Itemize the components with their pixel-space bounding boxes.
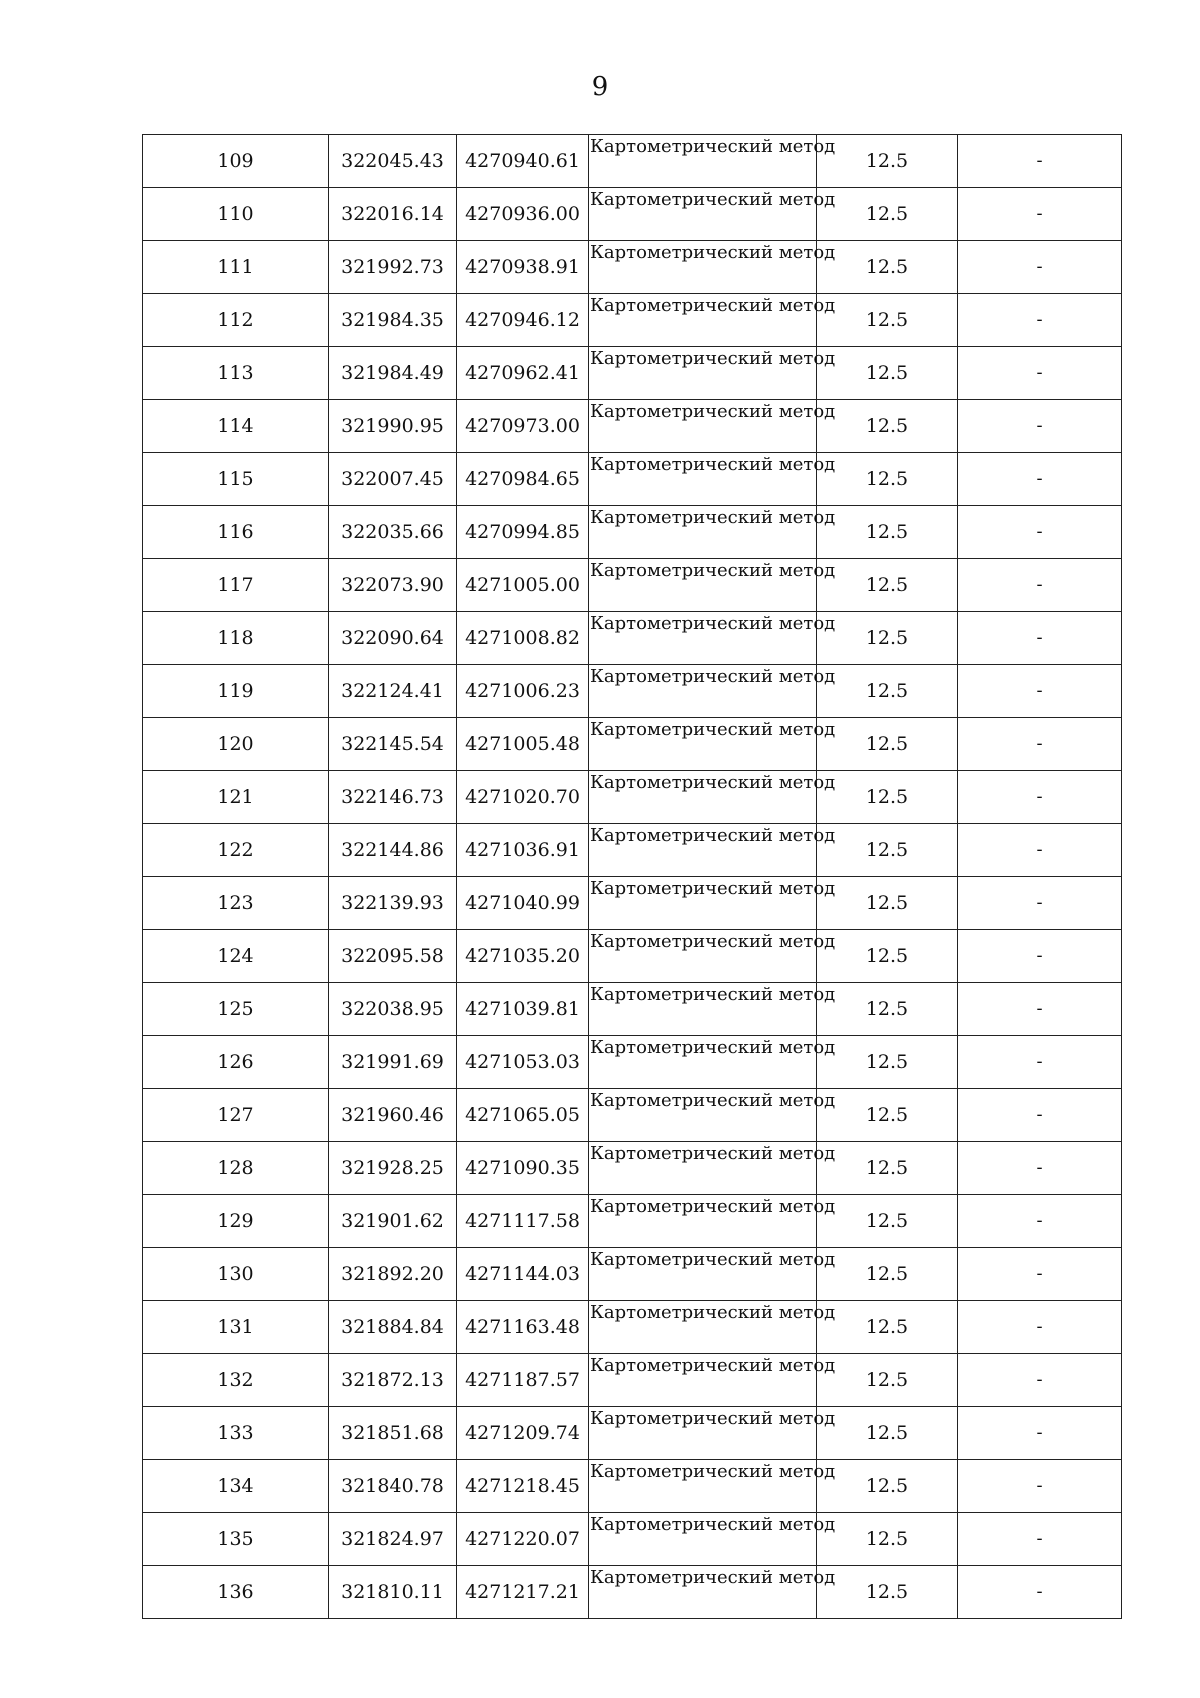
x-coordinate-cell: 322095.58 bbox=[329, 930, 457, 983]
point-number-cell: 119 bbox=[143, 665, 329, 718]
point-number-cell: 131 bbox=[143, 1301, 329, 1354]
table-row bbox=[143, 1142, 1122, 1195]
table-row bbox=[143, 506, 1122, 559]
point-number-cell: 109 bbox=[143, 135, 329, 188]
note-cell: - bbox=[958, 1248, 1122, 1301]
method-cell: Картометрический метод bbox=[589, 1142, 817, 1195]
point-number-cell: 123 bbox=[143, 877, 329, 930]
point-number-cell: 129 bbox=[143, 1195, 329, 1248]
table-row bbox=[143, 718, 1122, 771]
accuracy-cell: 12.5 bbox=[817, 612, 958, 665]
y-coordinate-cell: 4271187.57 bbox=[457, 1354, 589, 1407]
note-cell: - bbox=[958, 347, 1122, 400]
note-cell: - bbox=[958, 612, 1122, 665]
point-number-cell: 118 bbox=[143, 612, 329, 665]
note-cell: - bbox=[958, 453, 1122, 506]
y-coordinate-cell: 4270940.61 bbox=[457, 135, 589, 188]
accuracy-cell: 12.5 bbox=[817, 135, 958, 188]
note-cell: - bbox=[958, 1142, 1122, 1195]
accuracy-cell: 12.5 bbox=[817, 347, 958, 400]
point-number-cell: 115 bbox=[143, 453, 329, 506]
point-number-cell: 113 bbox=[143, 347, 329, 400]
point-number-cell: 136 bbox=[143, 1566, 329, 1619]
x-coordinate-cell: 322139.93 bbox=[329, 877, 457, 930]
point-number-cell: 116 bbox=[143, 506, 329, 559]
note-cell: - bbox=[958, 1566, 1122, 1619]
x-coordinate-cell: 321984.35 bbox=[329, 294, 457, 347]
accuracy-cell: 12.5 bbox=[817, 983, 958, 1036]
method-cell: Картометрический метод bbox=[589, 1566, 817, 1619]
note-cell: - bbox=[958, 1089, 1122, 1142]
note-cell: - bbox=[958, 506, 1122, 559]
accuracy-cell: 12.5 bbox=[817, 1142, 958, 1195]
table-row bbox=[143, 824, 1122, 877]
y-coordinate-cell: 4271144.03 bbox=[457, 1248, 589, 1301]
method-cell: Картометрический метод bbox=[589, 453, 817, 506]
accuracy-cell: 12.5 bbox=[817, 824, 958, 877]
y-coordinate-cell: 4271020.70 bbox=[457, 771, 589, 824]
x-coordinate-cell: 321984.49 bbox=[329, 347, 457, 400]
method-cell: Картометрический метод bbox=[589, 241, 817, 294]
method-cell: Картометрический метод bbox=[589, 188, 817, 241]
table-row bbox=[143, 453, 1122, 506]
point-number-cell: 122 bbox=[143, 824, 329, 877]
x-coordinate-cell: 322146.73 bbox=[329, 771, 457, 824]
method-cell: Картометрический метод bbox=[589, 559, 817, 612]
table-row bbox=[143, 930, 1122, 983]
point-number-cell: 120 bbox=[143, 718, 329, 771]
x-coordinate-cell: 322090.64 bbox=[329, 612, 457, 665]
note-cell: - bbox=[958, 135, 1122, 188]
method-cell: Картометрический метод bbox=[589, 665, 817, 718]
x-coordinate-cell: 322016.14 bbox=[329, 188, 457, 241]
point-number-cell: 111 bbox=[143, 241, 329, 294]
method-cell: Картометрический метод bbox=[589, 1089, 817, 1142]
y-coordinate-cell: 4270962.41 bbox=[457, 347, 589, 400]
point-number-cell: 112 bbox=[143, 294, 329, 347]
y-coordinate-cell: 4270994.85 bbox=[457, 506, 589, 559]
table-row bbox=[143, 1566, 1122, 1619]
note-cell: - bbox=[958, 665, 1122, 718]
note-cell: - bbox=[958, 771, 1122, 824]
y-coordinate-cell: 4270938.91 bbox=[457, 241, 589, 294]
table-row bbox=[143, 1513, 1122, 1566]
y-coordinate-cell: 4271006.23 bbox=[457, 665, 589, 718]
note-cell: - bbox=[958, 983, 1122, 1036]
point-number-cell: 127 bbox=[143, 1089, 329, 1142]
table-row bbox=[143, 559, 1122, 612]
point-number-cell: 130 bbox=[143, 1248, 329, 1301]
y-coordinate-cell: 4271040.99 bbox=[457, 877, 589, 930]
table-row bbox=[143, 612, 1122, 665]
x-coordinate-cell: 322007.45 bbox=[329, 453, 457, 506]
accuracy-cell: 12.5 bbox=[817, 771, 958, 824]
accuracy-cell: 12.5 bbox=[817, 665, 958, 718]
method-cell: Картометрический метод bbox=[589, 400, 817, 453]
method-cell: Картометрический метод bbox=[589, 612, 817, 665]
accuracy-cell: 12.5 bbox=[817, 1513, 958, 1566]
coordinates-table-body bbox=[143, 135, 1122, 1619]
point-number-cell: 126 bbox=[143, 1036, 329, 1089]
y-coordinate-cell: 4271035.20 bbox=[457, 930, 589, 983]
point-number-cell: 125 bbox=[143, 983, 329, 1036]
point-number-cell: 110 bbox=[143, 188, 329, 241]
accuracy-cell: 12.5 bbox=[817, 453, 958, 506]
method-cell: Картометрический метод bbox=[589, 1195, 817, 1248]
accuracy-cell: 12.5 bbox=[817, 506, 958, 559]
note-cell: - bbox=[958, 718, 1122, 771]
note-cell: - bbox=[958, 877, 1122, 930]
accuracy-cell: 12.5 bbox=[817, 1036, 958, 1089]
point-number-cell: 135 bbox=[143, 1513, 329, 1566]
x-coordinate-cell: 322145.54 bbox=[329, 718, 457, 771]
table-row bbox=[143, 877, 1122, 930]
accuracy-cell: 12.5 bbox=[817, 188, 958, 241]
note-cell: - bbox=[958, 1407, 1122, 1460]
point-number-cell: 117 bbox=[143, 559, 329, 612]
method-cell: Картометрический метод bbox=[589, 1248, 817, 1301]
y-coordinate-cell: 4271053.03 bbox=[457, 1036, 589, 1089]
accuracy-cell: 12.5 bbox=[817, 1354, 958, 1407]
y-coordinate-cell: 4271163.48 bbox=[457, 1301, 589, 1354]
point-number-cell: 134 bbox=[143, 1460, 329, 1513]
x-coordinate-cell: 321851.68 bbox=[329, 1407, 457, 1460]
point-number-cell: 114 bbox=[143, 400, 329, 453]
x-coordinate-cell: 321824.97 bbox=[329, 1513, 457, 1566]
table-row bbox=[143, 294, 1122, 347]
x-coordinate-cell: 321992.73 bbox=[329, 241, 457, 294]
accuracy-cell: 12.5 bbox=[817, 1301, 958, 1354]
table-row bbox=[143, 347, 1122, 400]
note-cell: - bbox=[958, 824, 1122, 877]
point-number-cell: 124 bbox=[143, 930, 329, 983]
method-cell: Картометрический метод bbox=[589, 718, 817, 771]
method-cell: Картометрический метод bbox=[589, 506, 817, 559]
point-number-cell: 121 bbox=[143, 771, 329, 824]
x-coordinate-cell: 322144.86 bbox=[329, 824, 457, 877]
method-cell: Картометрический метод bbox=[589, 1301, 817, 1354]
page-number: 9 bbox=[591, 72, 609, 102]
note-cell: - bbox=[958, 400, 1122, 453]
method-cell: Картометрический метод bbox=[589, 930, 817, 983]
method-cell: Картометрический метод bbox=[589, 135, 817, 188]
accuracy-cell: 12.5 bbox=[817, 930, 958, 983]
y-coordinate-cell: 4271005.00 bbox=[457, 559, 589, 612]
accuracy-cell: 12.5 bbox=[817, 877, 958, 930]
x-coordinate-cell: 321901.62 bbox=[329, 1195, 457, 1248]
accuracy-cell: 12.5 bbox=[817, 400, 958, 453]
x-coordinate-cell: 321884.84 bbox=[329, 1301, 457, 1354]
accuracy-cell: 12.5 bbox=[817, 1089, 958, 1142]
note-cell: - bbox=[958, 294, 1122, 347]
table-row bbox=[143, 188, 1122, 241]
coordinates-table bbox=[142, 134, 1122, 1619]
method-cell: Картометрический метод bbox=[589, 1460, 817, 1513]
accuracy-cell: 12.5 bbox=[817, 1407, 958, 1460]
note-cell: - bbox=[958, 1036, 1122, 1089]
table-row bbox=[143, 1460, 1122, 1513]
accuracy-cell: 12.5 bbox=[817, 718, 958, 771]
y-coordinate-cell: 4271039.81 bbox=[457, 983, 589, 1036]
y-coordinate-cell: 4271036.91 bbox=[457, 824, 589, 877]
table-row bbox=[143, 1248, 1122, 1301]
x-coordinate-cell: 321990.95 bbox=[329, 400, 457, 453]
method-cell: Картометрический метод bbox=[589, 771, 817, 824]
table-row bbox=[143, 1195, 1122, 1248]
note-cell: - bbox=[958, 1195, 1122, 1248]
x-coordinate-cell: 321810.11 bbox=[329, 1566, 457, 1619]
note-cell: - bbox=[958, 930, 1122, 983]
table-row bbox=[143, 1354, 1122, 1407]
table-row bbox=[143, 1089, 1122, 1142]
table-row bbox=[143, 241, 1122, 294]
y-coordinate-cell: 4270936.00 bbox=[457, 188, 589, 241]
accuracy-cell: 12.5 bbox=[817, 241, 958, 294]
x-coordinate-cell: 322045.43 bbox=[329, 135, 457, 188]
x-coordinate-cell: 321872.13 bbox=[329, 1354, 457, 1407]
accuracy-cell: 12.5 bbox=[817, 1248, 958, 1301]
note-cell: - bbox=[958, 1513, 1122, 1566]
x-coordinate-cell: 322073.90 bbox=[329, 559, 457, 612]
y-coordinate-cell: 4271209.74 bbox=[457, 1407, 589, 1460]
y-coordinate-cell: 4271005.48 bbox=[457, 718, 589, 771]
y-coordinate-cell: 4270973.00 bbox=[457, 400, 589, 453]
y-coordinate-cell: 4271065.05 bbox=[457, 1089, 589, 1142]
accuracy-cell: 12.5 bbox=[817, 1566, 958, 1619]
table-row bbox=[143, 1407, 1122, 1460]
x-coordinate-cell: 321928.25 bbox=[329, 1142, 457, 1195]
x-coordinate-cell: 321960.46 bbox=[329, 1089, 457, 1142]
point-number-cell: 133 bbox=[143, 1407, 329, 1460]
method-cell: Картометрический метод bbox=[589, 1354, 817, 1407]
accuracy-cell: 12.5 bbox=[817, 1195, 958, 1248]
x-coordinate-cell: 321840.78 bbox=[329, 1460, 457, 1513]
y-coordinate-cell: 4271220.07 bbox=[457, 1513, 589, 1566]
point-number-cell: 132 bbox=[143, 1354, 329, 1407]
y-coordinate-cell: 4271218.45 bbox=[457, 1460, 589, 1513]
method-cell: Картометрический метод bbox=[589, 294, 817, 347]
method-cell: Картометрический метод bbox=[589, 1513, 817, 1566]
x-coordinate-cell: 321892.20 bbox=[329, 1248, 457, 1301]
table-row bbox=[143, 1301, 1122, 1354]
method-cell: Картометрический метод bbox=[589, 824, 817, 877]
y-coordinate-cell: 4271090.35 bbox=[457, 1142, 589, 1195]
point-number-cell: 128 bbox=[143, 1142, 329, 1195]
x-coordinate-cell: 321991.69 bbox=[329, 1036, 457, 1089]
table-row bbox=[143, 400, 1122, 453]
note-cell: - bbox=[958, 1301, 1122, 1354]
accuracy-cell: 12.5 bbox=[817, 559, 958, 612]
method-cell: Картометрический метод bbox=[589, 983, 817, 1036]
x-coordinate-cell: 322038.95 bbox=[329, 983, 457, 1036]
method-cell: Картометрический метод bbox=[589, 1407, 817, 1460]
method-cell: Картометрический метод bbox=[589, 1036, 817, 1089]
y-coordinate-cell: 4271217.21 bbox=[457, 1566, 589, 1619]
method-cell: Картометрический метод bbox=[589, 877, 817, 930]
method-cell: Картометрический метод bbox=[589, 347, 817, 400]
table-row bbox=[143, 983, 1122, 1036]
table-row bbox=[143, 771, 1122, 824]
x-coordinate-cell: 322124.41 bbox=[329, 665, 457, 718]
note-cell: - bbox=[958, 559, 1122, 612]
accuracy-cell: 12.5 bbox=[817, 294, 958, 347]
y-coordinate-cell: 4271008.82 bbox=[457, 612, 589, 665]
note-cell: - bbox=[958, 1460, 1122, 1513]
note-cell: - bbox=[958, 188, 1122, 241]
table-row bbox=[143, 1036, 1122, 1089]
note-cell: - bbox=[958, 1354, 1122, 1407]
y-coordinate-cell: 4270946.12 bbox=[457, 294, 589, 347]
table-row bbox=[143, 665, 1122, 718]
accuracy-cell: 12.5 bbox=[817, 1460, 958, 1513]
table-row bbox=[143, 135, 1122, 188]
x-coordinate-cell: 322035.66 bbox=[329, 506, 457, 559]
note-cell: - bbox=[958, 241, 1122, 294]
y-coordinate-cell: 4271117.58 bbox=[457, 1195, 589, 1248]
y-coordinate-cell: 4270984.65 bbox=[457, 453, 589, 506]
